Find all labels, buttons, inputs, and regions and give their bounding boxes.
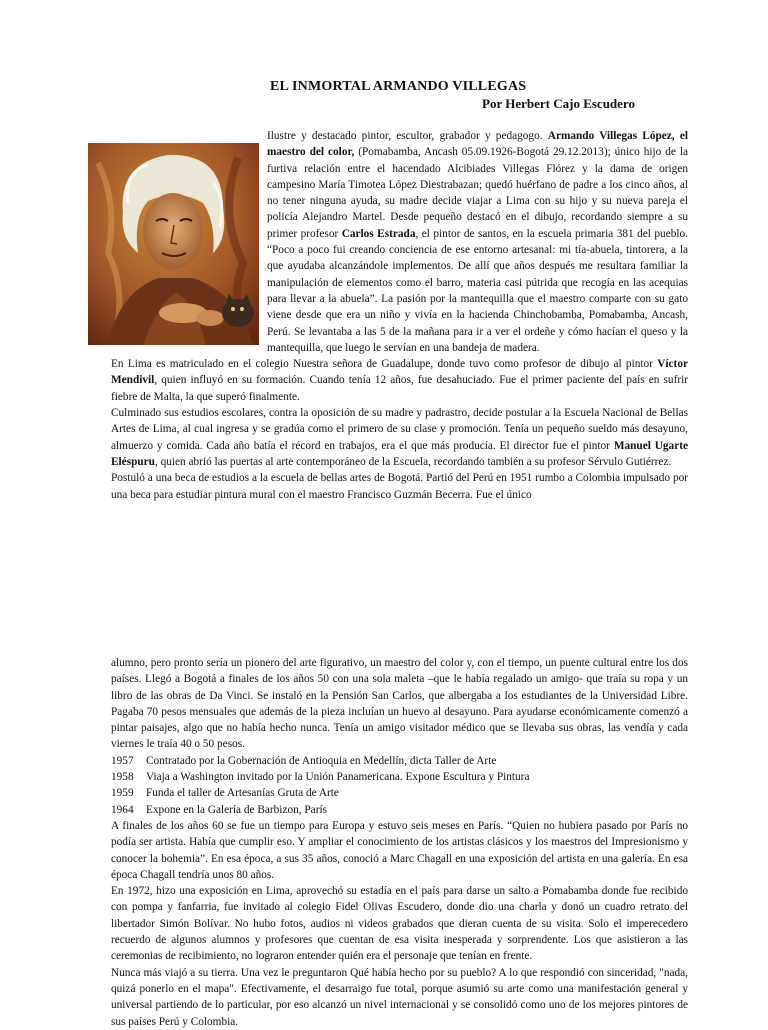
timeline-item [111, 785, 688, 801]
article-byline: Por Herbert Cajo Escudero [482, 96, 635, 111]
timeline-item [111, 802, 688, 818]
timeline-year: 1964 [111, 803, 134, 816]
timeline-item [111, 753, 688, 769]
article-body-page-1 [111, 128, 688, 503]
article-title: EL INMORTAL ARMANDO VILLEGAS [270, 79, 527, 94]
article-body-page-2 [111, 655, 688, 1030]
paragraph-legacy: Nunca más viajó a su tierra. Una vez le preguntaron Qué había hecho por su pueblo? A lo que respondió con sinceridad, "nada, quizá ponerlo en el mapa". Efectivamente, el desarraigo fue total, porque asumió su arte como una manifestación general y universal partiendo de lo particular, por eso alcanzó un nivel internacional y se consolidó como uno de los mejores pintores de sus países Perú y Colombia. [111, 966, 688, 1028]
paragraph-lima-school: En Lima es matriculado en el colegio Nuestra señora de Guadalupe, donde tuvo como profesor de dibujo al pintor Víctor Mendivil, quien influyó en su formación. Cuando tenía 12 años, fue desahuciado. Fue el primer paciente del país en sufrir fiebre de Malta, la que superó finalmente. [111, 358, 688, 403]
timeline-list [111, 753, 688, 818]
paragraph-paris: A finales de los años 60 se fue un tiempo para Europa y estuvo seis meses en París. “Quien no hubiera pasado por París no podía ser artista. Había que cumplir eso. Y ampliar el conocimiento de los artistas clásicos y los maestros del Impresionismo y conocer la bohemia”. En esa época, a sus 35 años, conoció a Marc Chagall en una exposición del artista en una galería. En esa época Chagall tendría unos 80 años. [111, 819, 688, 881]
paragraph-intro-biography: Ilustre y destacado pintor, escultor, grabador y pedagogo. Armando Villegas López, el maestro del color, (Pomabamba, Ancash 05.09.1926-Bogotá 29.12.2013); único hijo de la furtiva relación entre el hacendado Alcibiades Villegas Flórez y la dama de origen campesino María Timotea López Diestrabazan; quedó huérfano de padre a los cinco años, al no tener ninguna ayuda, su madre decide viajar a Lima con su hijo y su nueva pareja el policía Alejandro Martel. Desde pequeño destacó en el dibujo, recordando siempre a su primer profesor Carlos Estrada, el pintor de santos, en la escuela primaria 381 del pueblo. “Poco a poco fui creando conciencia de ese entorno artesanal: mi tía-abuela, tintorera, a la que ayudaba alcanzándole implementos. De allí que años después me resultara familiar la manipulación de elementos como el barro, materia casi pútrida que recogía en las acequias para llevar a la abuela”. La pasión por la mantequilla que el maestro comparte con su gato viene desde que era un niño y vivía en la hacienda Chinchobamba, Pomabamba, Ancash, Perú. Se levantaba a las 5 de la mañana para ir a ver el ordeñe y cómo hacían el queso y la mantequilla, que luego le servían en una bandeja de madera. [267, 130, 688, 354]
paragraph-bellas-artes: Culminado sus estudios escolares, contra la oposición de su madre y padrastro, decide postular a la Escuela Nacional de Bellas Artes de Lima, al cual ingresa y se gradúa como el primero de su clase y promoción. Tenía un pequeño sueldo más desayuno, almuerzo y comida. Cada año batía el récord en trabajos, era el que más producía. El director fue el pintor Manuel Ugarte Eléspuru, quien abrió las puertas al arte contemporáneo de la Escuela, recordando también a su profesor Sérvulo Gutiérrez. [111, 407, 688, 468]
timeline-year: 1958 [111, 771, 134, 784]
timeline-year: 1957 [111, 754, 134, 767]
timeline-text: Funda el taller de Artesanías Gruta de Arte [146, 787, 339, 800]
timeline-text: Contratado por la Gobernación de Antioquia en Medellín, dicta Taller de Arte [146, 754, 497, 767]
portrait-wrap-spacer [111, 128, 267, 346]
timeline-year: 1959 [111, 787, 134, 800]
timeline-text: Expone en la Galería de Barbizon, París [146, 803, 327, 816]
timeline-text: Viaja a Washington invitado por la Unión Panamericana. Expone Escultura y Pintura [146, 771, 530, 784]
paragraph-1972-visit: En 1972, hizo una exposición en Lima, aprovechó su estadía en el país para darse un salto a Pomabamba donde fue recibido con pompa y fanfarria, fue invitado al colegio Fidel Olivas Escudero, donde dio una charla y donó un cuadro retrato del libertador Simón Bolívar. No hubo fotos, audios ni videos grabados que dieran cuenta de su visita. Solo el imperecedero recuerdo de algunos alumnos y profesores que cuentan de esa visita inesperada y sorprendente. Los que asistieron a las ceremonias de recibimiento, no lograron entender quién era el personaje que tenían en frente. [111, 885, 688, 963]
paragraph-bogota-scholarship: Postuló a una beca de estudios a la escuela de bellas artes de Bogotá. Partió del Perú en 1951 rumbo a Colombia impulsado por una beca para estudiar pintura mural con el maestro Francisco Guzmán Becerra. Fue el único [111, 472, 688, 501]
paragraph-bogota-arrival: alumno, pero pronto sería un pionero del arte figurativo, un maestro del color y, con el tiempo, un puente cultural entre los dos países. Llegó a Bogotá a finales de los años 50 con una sola maleta –que le había regalado un amigo- que traía su ropa y un libro de las obras de Da Vinci. Se instaló en la Pensión San Carlos, que albergaba a los estudiantes de la Universidad Libre. Pagaba 70 pesos mensuales que además de la pieza incluían un huevo al desayuno. Para ayudarse económicamente comenzó a pintar paisajes, algo que no había hecho nunca. Tenía un amigo visitador médico que se llevaba sus obras, las vendía y cada viernes le traía 40 o 50 pesos. [111, 657, 688, 751]
timeline-item [111, 769, 688, 785]
